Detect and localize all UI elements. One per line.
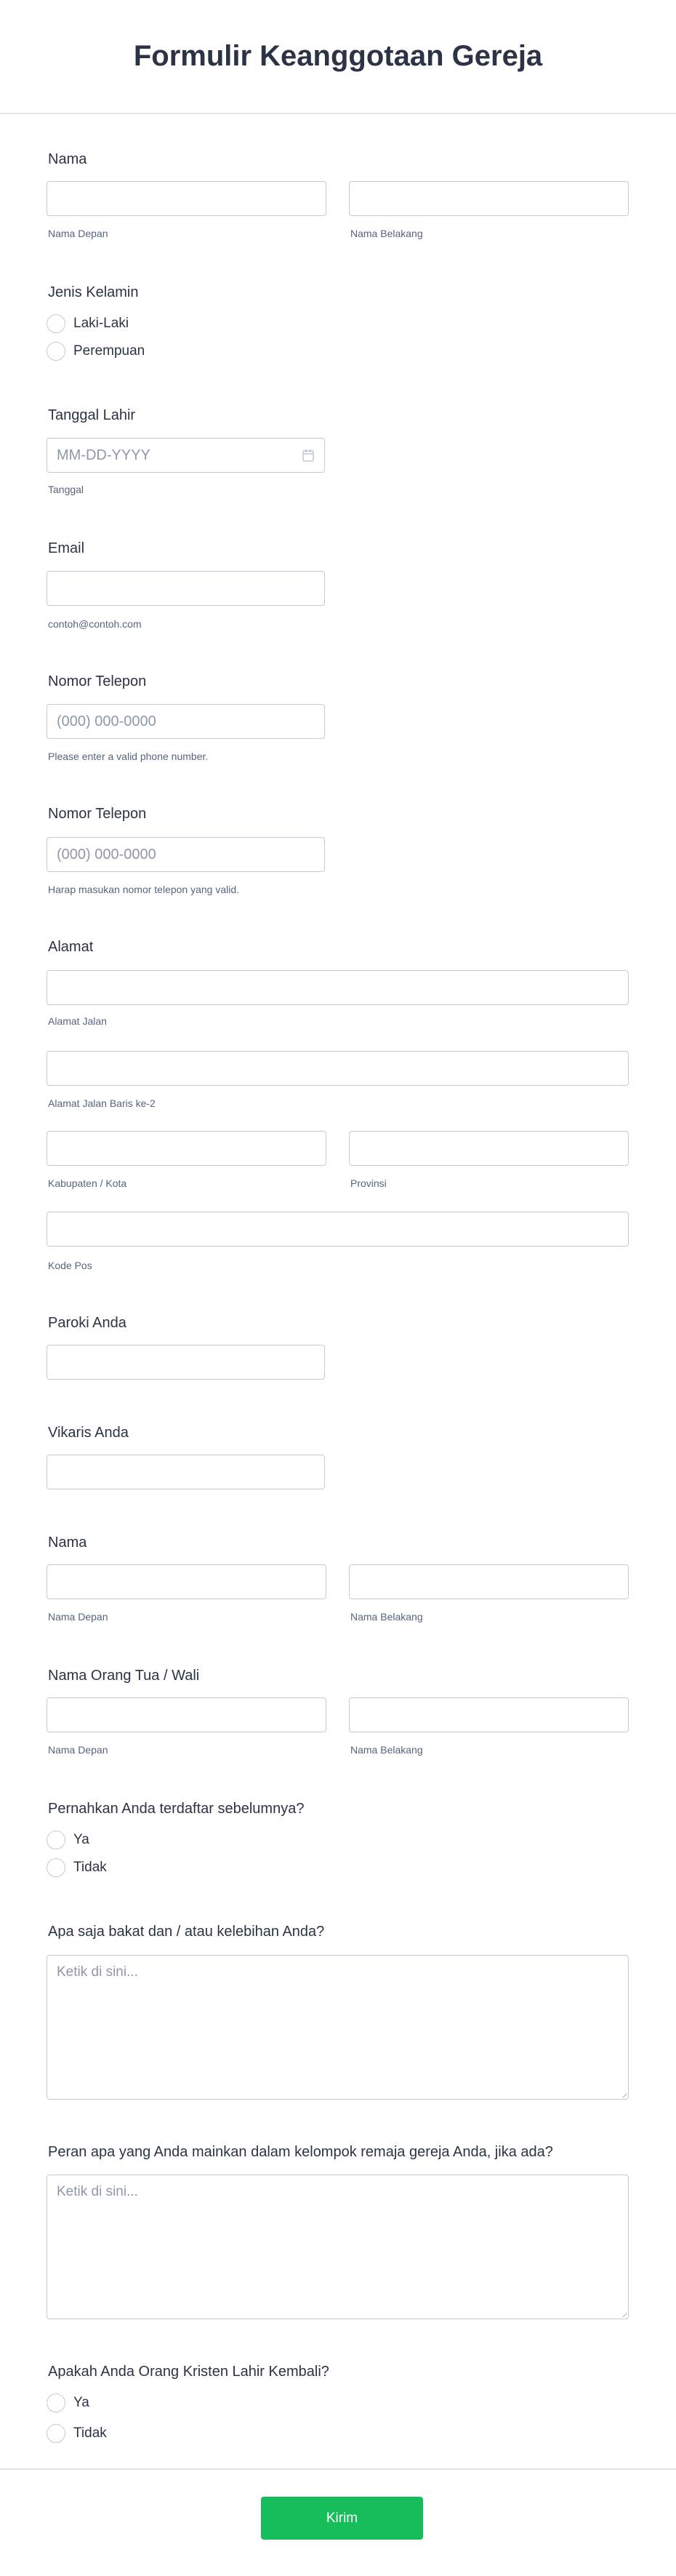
phone-label: Nomor Telepon — [48, 673, 147, 689]
street2-sublabel: Alamat Jalan Baris ke-2 — [48, 1097, 156, 1109]
street-input[interactable] — [47, 970, 629, 1005]
radio-female-label[interactable]: Perempuan — [73, 343, 145, 359]
province-input[interactable] — [349, 1131, 629, 1166]
street-sublabel: Alamat Jalan — [48, 1015, 107, 1027]
talents-placeholder: Ketik di sini... — [57, 1964, 138, 1980]
parish-input[interactable] — [47, 1345, 325, 1380]
zip-sublabel: Kode Pos — [48, 1260, 92, 1271]
vicar-input[interactable] — [47, 1455, 325, 1489]
name2-label: Nama — [48, 1535, 87, 1551]
radio-born-again-no[interactable] — [47, 2424, 65, 2443]
guardian-last-input[interactable] — [349, 1697, 629, 1732]
vicar-label: Vikaris Anda — [48, 1425, 129, 1441]
header-divider — [0, 113, 676, 114]
province-sublabel: Provinsi — [350, 1177, 387, 1189]
email-sublabel: contoh@contoh.com — [48, 618, 142, 630]
radio-male[interactable] — [47, 314, 65, 333]
calendar-icon[interactable] — [302, 449, 314, 462]
street2-input[interactable] — [47, 1051, 629, 1086]
city-input[interactable] — [47, 1131, 326, 1166]
phone2-label: Nomor Telepon — [48, 806, 147, 822]
youth-role-textarea[interactable] — [47, 2175, 629, 2319]
registered-label: Pernahkan Anda terdaftar sebelumnya? — [48, 1801, 305, 1817]
first-name-sublabel: Nama Depan — [48, 228, 108, 239]
name2-last-input[interactable] — [349, 1564, 629, 1599]
city-sublabel: Kabupaten / Kota — [48, 1177, 127, 1189]
first-name-input[interactable] — [47, 181, 326, 216]
name2-first-input[interactable] — [47, 1564, 326, 1599]
parish-label: Paroki Anda — [48, 1315, 126, 1331]
talents-textarea[interactable] — [47, 1955, 629, 2100]
youth-role-placeholder: Ketik di sini... — [57, 2184, 138, 2199]
radio-born-again-yes[interactable] — [47, 2393, 65, 2412]
radio-registered-no-label[interactable]: Tidak — [73, 1860, 107, 1875]
phone-sublabel: Please enter a valid phone number. — [48, 751, 209, 762]
dob-label: Tanggal Lahir — [48, 407, 136, 423]
resize-handle-icon[interactable] — [619, 2309, 627, 2317]
resize-handle-icon[interactable] — [619, 2089, 627, 2097]
radio-born-again-no-label[interactable]: Tidak — [73, 2425, 107, 2441]
email-input[interactable] — [47, 571, 325, 606]
radio-registered-yes-label[interactable]: Ya — [73, 1832, 89, 1847]
page-title: Formulir Keanggotaan Gereja — [133, 40, 543, 72]
radio-female[interactable] — [47, 342, 65, 361]
name-label: Nama — [48, 151, 87, 167]
name2-last-sublabel: Nama Belakang — [350, 1611, 423, 1623]
phone2-input[interactable] — [47, 837, 325, 872]
dob-input[interactable] — [47, 438, 325, 473]
phone2-sublabel: Harap masukan nomor telepon yang valid. — [48, 884, 240, 895]
guardian-last-sublabel: Nama Belakang — [350, 1744, 423, 1756]
radio-born-again-yes-label[interactable]: Ya — [73, 2395, 89, 2410]
radio-registered-yes[interactable] — [47, 1831, 65, 1849]
dob-placeholder: MM-DD-YYYY — [57, 447, 150, 463]
last-name-input[interactable] — [349, 181, 629, 216]
gender-label: Jenis Kelamin — [48, 284, 139, 300]
email-label: Email — [48, 540, 85, 556]
guardian-first-sublabel: Nama Depan — [48, 1744, 108, 1756]
phone-placeholder: (000) 000-0000 — [57, 713, 156, 729]
footer-divider — [0, 2468, 676, 2470]
guardian-first-input[interactable] — [47, 1697, 326, 1732]
name2-first-sublabel: Nama Depan — [48, 1611, 108, 1623]
guardian-label: Nama Orang Tua / Wali — [48, 1668, 200, 1684]
radio-male-label[interactable]: Laki-Laki — [73, 316, 129, 331]
born-again-label: Apakah Anda Orang Kristen Lahir Kembali? — [48, 2364, 329, 2380]
radio-registered-no[interactable] — [47, 1858, 65, 1877]
last-name-sublabel: Nama Belakang — [350, 228, 423, 239]
phone-input[interactable] — [47, 704, 325, 739]
zip-input[interactable] — [47, 1212, 629, 1247]
submit-button[interactable]: Kirim — [261, 2497, 423, 2540]
youth-role-label: Peran apa yang Anda mainkan dalam kelompok remaja gereja Anda, jika ada? — [48, 2144, 553, 2160]
phone2-placeholder: (000) 000-0000 — [57, 847, 156, 863]
talents-label: Apa saja bakat dan / atau kelebihan Anda? — [48, 1924, 325, 1940]
dob-sublabel: Tanggal — [48, 484, 84, 495]
address-label: Alamat — [48, 939, 94, 955]
